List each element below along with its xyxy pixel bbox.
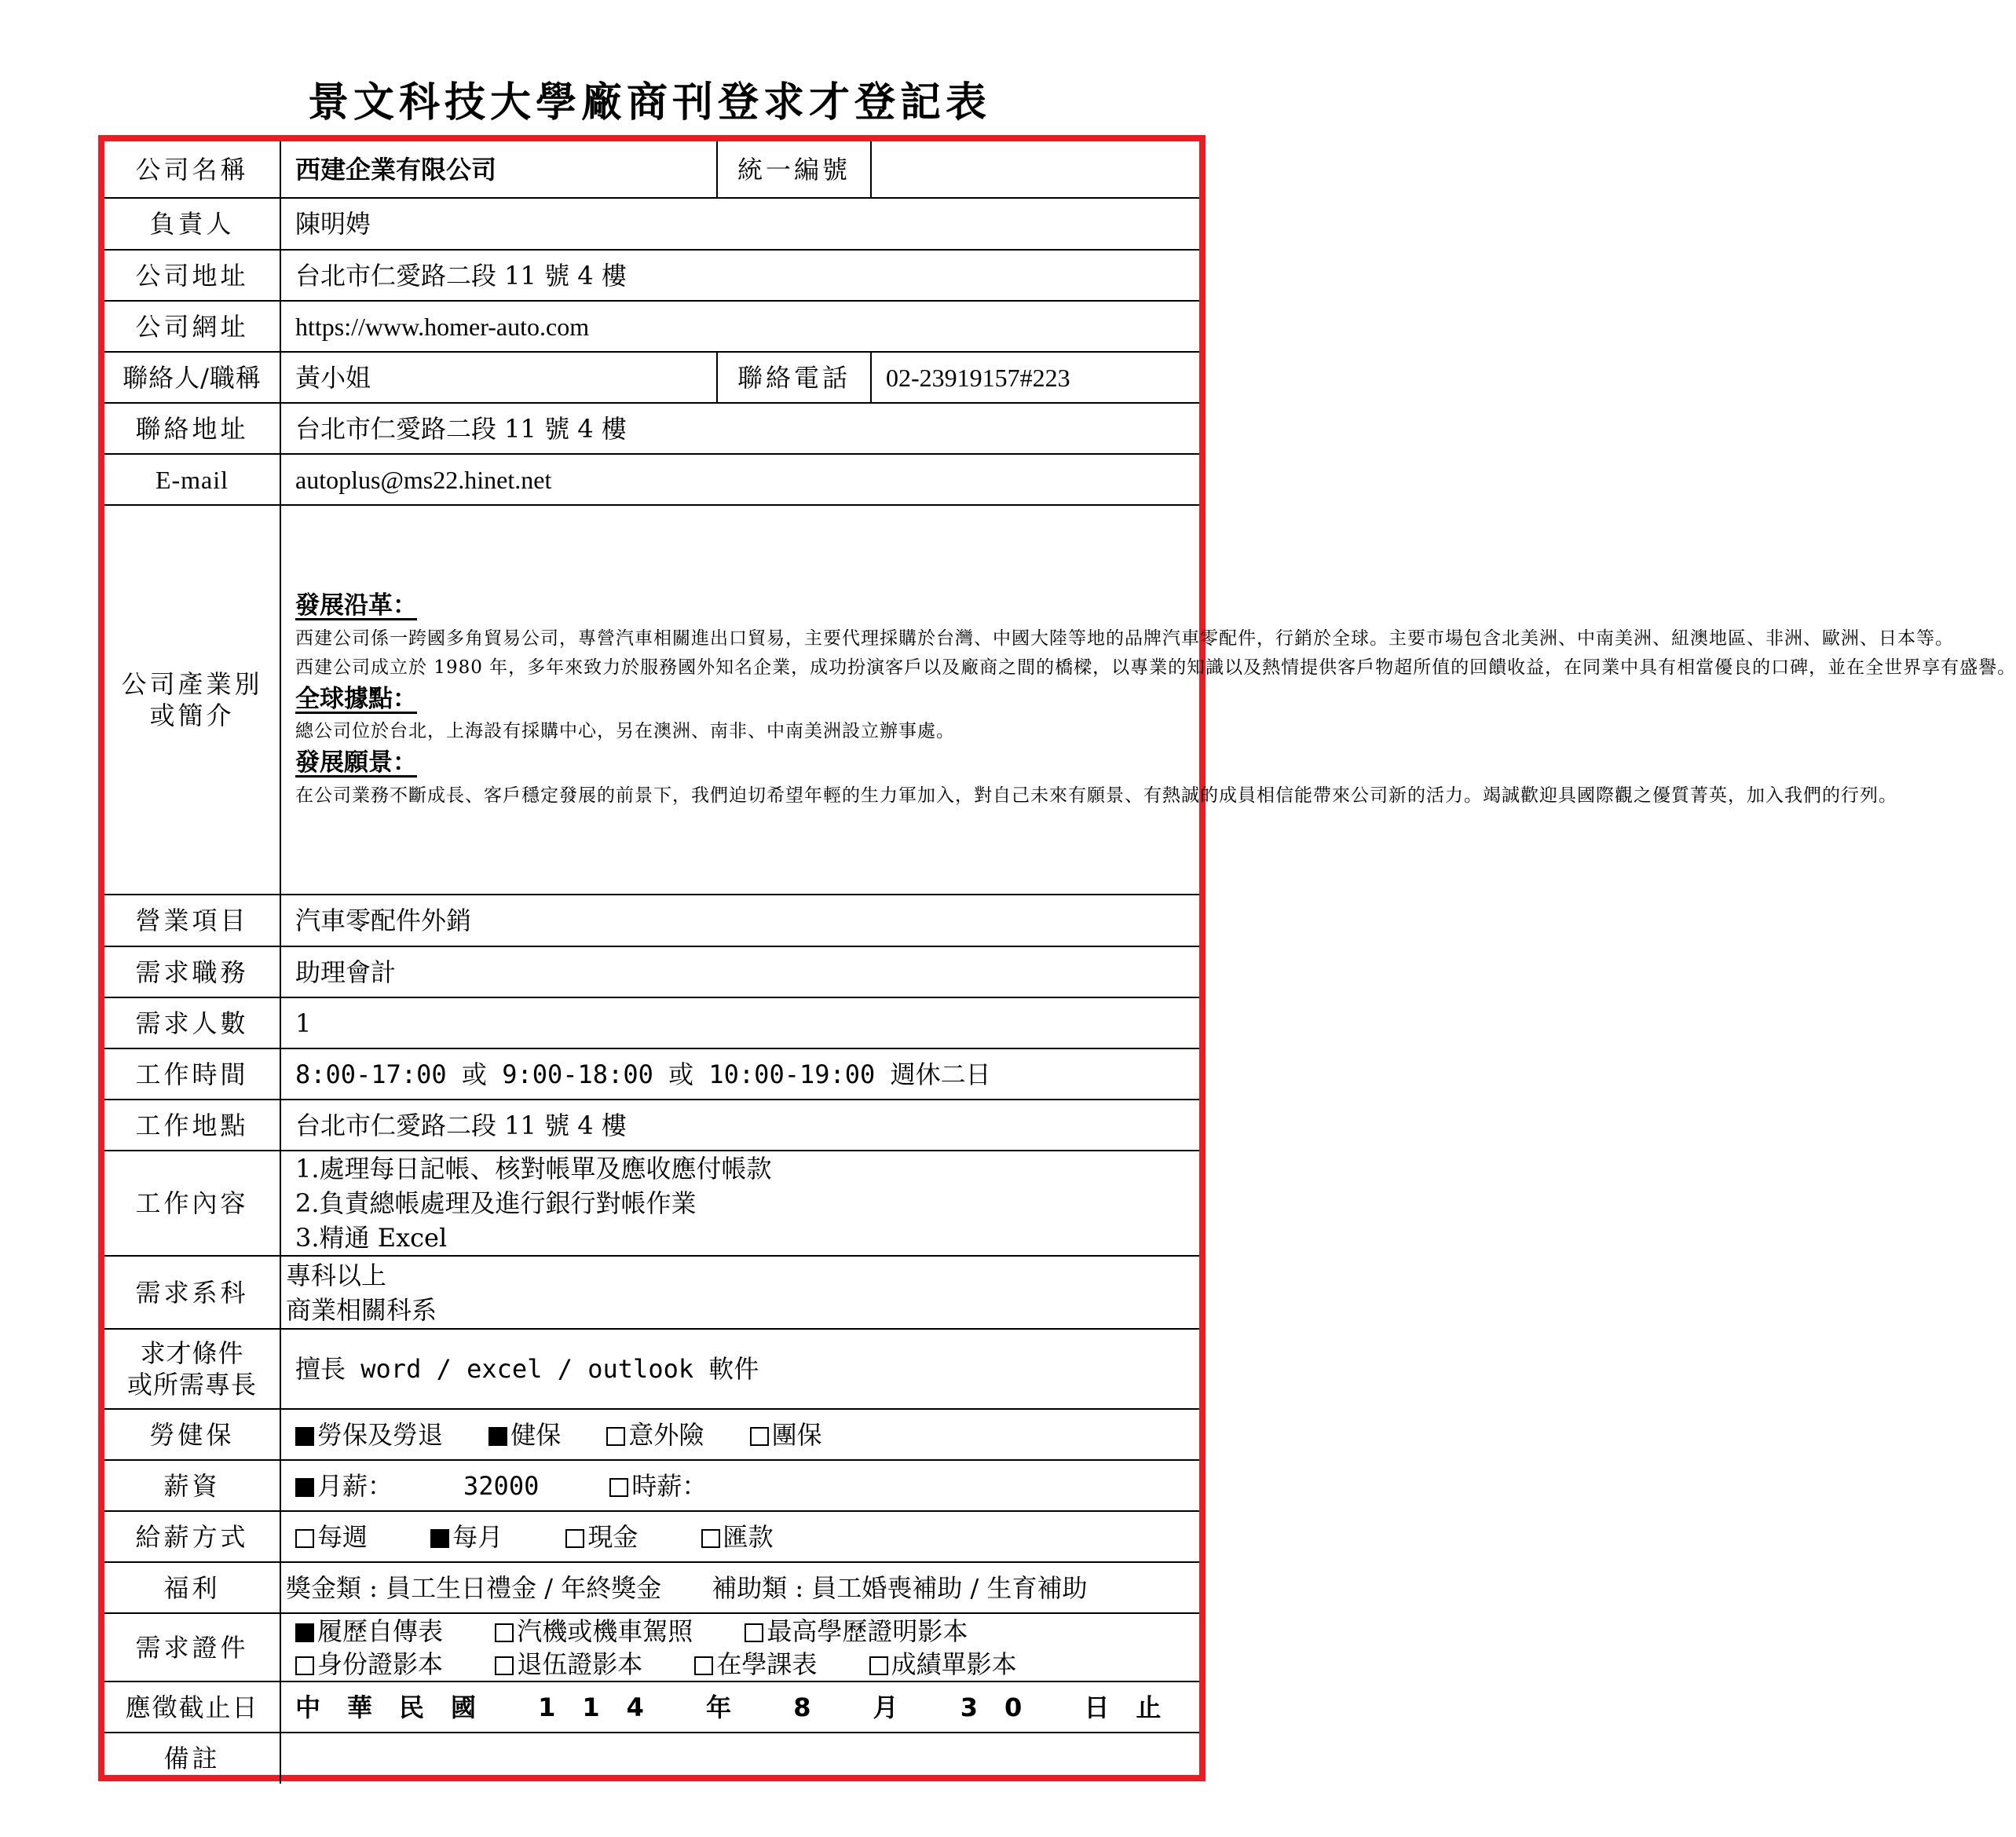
row-company-name xyxy=(104,141,1199,198)
label-insurance: 勞健保 xyxy=(104,1409,280,1460)
pay-method-option[interactable] xyxy=(430,1521,503,1553)
department-list xyxy=(280,1256,1199,1329)
contact-address-value: 台北市仁愛路二段 11 號 4 樓 xyxy=(280,403,1199,454)
row-remarks xyxy=(104,1733,1199,1784)
label-business: 營業項目 xyxy=(104,895,280,946)
row-hours xyxy=(104,1048,1199,1100)
label-tax-id: 統一編號 xyxy=(717,141,871,198)
hours-value: 8:00-17:00 或 9:00-18:00 或 10:00-19:00 週休二日 xyxy=(280,1048,1199,1100)
document-option[interactable] xyxy=(295,1648,443,1681)
option-label: 在學課表 xyxy=(716,1649,818,1679)
label-salary: 薪資 xyxy=(104,1460,280,1511)
position-value: 助理會計 xyxy=(280,946,1199,997)
label-pay-method: 給薪方式 xyxy=(104,1511,280,1562)
headcount-value: 1 xyxy=(280,997,1199,1048)
tax-id-value xyxy=(871,141,1199,198)
insurance-option[interactable] xyxy=(488,1419,561,1451)
checkbox-icon[interactable] xyxy=(694,1656,713,1675)
row-documents xyxy=(104,1613,1199,1681)
registration-table xyxy=(104,141,2016,1784)
document-options-row xyxy=(295,1615,1185,1648)
label-intro-line1: 公司產業別 xyxy=(121,669,263,699)
document-options xyxy=(280,1613,1199,1681)
row-company-intro xyxy=(104,505,1199,895)
duty-item: 2.負責總帳處理及進行銀行對帳作業 xyxy=(295,1188,697,1218)
checkbox-icon[interactable] xyxy=(606,1427,625,1446)
monthly-salary-label: 月薪： xyxy=(317,1470,393,1501)
row-salary xyxy=(104,1460,1199,1511)
salary-options xyxy=(280,1460,1199,1511)
option-label: 每月 xyxy=(452,1521,503,1552)
option-label: 團保 xyxy=(771,1419,822,1450)
label-location: 工作地點 xyxy=(104,1100,280,1151)
label-contact-address: 聯絡地址 xyxy=(104,403,280,454)
option-label: 勞保及勞退 xyxy=(317,1419,444,1450)
intro-heading-vision: 發展願景： xyxy=(295,748,417,778)
insurance-options xyxy=(280,1409,1199,1460)
requirements-value: 擅長 word / excel / outlook 軟件 xyxy=(280,1329,1199,1409)
checkbox-icon[interactable] xyxy=(565,1529,584,1548)
label-company-intro xyxy=(104,505,280,895)
label-contact-phone: 聯絡電話 xyxy=(717,352,871,403)
option-label: 退伍證影本 xyxy=(517,1649,643,1679)
label-position: 需求職務 xyxy=(104,946,280,997)
form-title: 景文科技大學廠商刊登求才登記表 xyxy=(307,79,991,126)
document-option[interactable] xyxy=(869,1648,1017,1681)
hourly-salary-label: 時薪： xyxy=(631,1470,708,1501)
checkbox-icon[interactable] xyxy=(745,1623,763,1642)
row-address xyxy=(104,250,1199,301)
benefits-value: 獎金類 : 員工生日禮金 / 年終獎金 補助類 : 員工婚喪補助 / 生育補助 xyxy=(280,1562,1199,1613)
form-frame xyxy=(98,135,2016,1781)
row-owner xyxy=(104,198,1199,250)
option-label: 意外險 xyxy=(628,1419,704,1450)
owner-value: 陳明娉 xyxy=(280,198,1199,250)
checkbox-icon[interactable] xyxy=(295,1656,314,1675)
website-value: https://www.homer-auto.com xyxy=(280,301,1199,352)
label-owner: 負責人 xyxy=(104,198,280,250)
row-deadline xyxy=(104,1681,1199,1733)
document-option[interactable] xyxy=(694,1648,817,1681)
label-address: 公司地址 xyxy=(104,250,280,301)
intro-vision-paragraph: 在公司業務不斷成長、客戶穩定發展的前景下，我們迫切希望年輕的生力軍加入，對自己未來有願景、有熱誠的成員相信能帶來公司新的活力。竭誠歡迎具國際觀之優質菁英，加入我們的行列。 xyxy=(295,785,1897,807)
intro-heading-history: 發展沿革： xyxy=(295,591,417,620)
option-label: 汽機或機車駕照 xyxy=(517,1616,693,1646)
pay-method-options xyxy=(280,1511,1199,1562)
intro-locations-paragraph: 總公司位於台北，上海設有採購中心，另在澳洲、南非、中南美洲設立辦事處。 xyxy=(295,721,955,742)
row-position xyxy=(104,946,1199,997)
checkbox-icon[interactable] xyxy=(295,1529,314,1548)
address-value: 台北市仁愛路二段 11 號 4 樓 xyxy=(280,250,1199,301)
label-contact-person: 聯絡人/職稱 xyxy=(104,352,280,403)
option-label: 健保 xyxy=(510,1419,562,1450)
document-option[interactable] xyxy=(495,1615,693,1648)
label-department: 需求系科 xyxy=(104,1256,280,1329)
row-requirements xyxy=(104,1329,1199,1409)
label-benefits: 福利 xyxy=(104,1562,280,1613)
insurance-option[interactable] xyxy=(295,1419,443,1451)
monthly-salary-amount: 32000 xyxy=(463,1470,540,1501)
option-label: 現金 xyxy=(587,1521,638,1552)
location-value: 台北市仁愛路二段 11 號 4 樓 xyxy=(280,1100,1199,1151)
checkbox-icon[interactable] xyxy=(701,1529,720,1548)
document-options-row xyxy=(295,1648,1185,1681)
label-requirements xyxy=(104,1329,280,1409)
row-contact-address xyxy=(104,403,1199,454)
document-option[interactable] xyxy=(495,1648,642,1681)
deadline-value: 中華民國 114 年 8 月 30 日止 xyxy=(280,1681,1199,1733)
row-headcount xyxy=(104,997,1199,1048)
label-email: E-mail xyxy=(104,454,280,505)
row-location xyxy=(104,1100,1199,1151)
row-department xyxy=(104,1256,1199,1329)
row-website xyxy=(104,301,1199,352)
document-option[interactable] xyxy=(745,1615,968,1648)
checkbox-icon[interactable] xyxy=(295,1478,314,1497)
label-hours: 工作時間 xyxy=(104,1048,280,1100)
label-remarks: 備註 xyxy=(104,1733,280,1784)
checkbox-icon[interactable] xyxy=(750,1427,769,1446)
duty-item: 1.處理每日記帳、核對帳單及應收應付帳款 xyxy=(295,1154,772,1184)
option-label: 每週 xyxy=(317,1521,368,1552)
checkbox-icon[interactable] xyxy=(430,1529,449,1548)
intro-heading-locations: 全球據點： xyxy=(295,684,417,713)
checkbox-icon[interactable] xyxy=(495,1656,514,1675)
checkbox-icon[interactable] xyxy=(488,1427,507,1446)
label-requirements-line1: 求才條件 xyxy=(140,1338,244,1368)
label-deadline: 應徵截止日 xyxy=(104,1681,280,1733)
duties-list xyxy=(280,1151,1199,1256)
checkbox-icon[interactable] xyxy=(295,1623,314,1642)
label-intro-line2: 或簡介 xyxy=(149,701,235,730)
checkbox-icon[interactable] xyxy=(295,1427,314,1446)
contact-phone-value: 02-23919157#223 xyxy=(871,352,1199,403)
company-intro-content xyxy=(280,505,2016,895)
checkbox-icon[interactable] xyxy=(609,1478,628,1497)
row-business xyxy=(104,895,1199,946)
contact-person-value: 黃小姐 xyxy=(280,352,717,403)
label-company-name: 公司名稱 xyxy=(104,141,280,198)
pay-method-option[interactable] xyxy=(701,1521,774,1553)
insurance-option[interactable] xyxy=(750,1419,822,1451)
remarks-value xyxy=(280,1733,1199,1784)
insurance-option[interactable] xyxy=(606,1419,704,1451)
row-contact xyxy=(104,352,1199,403)
row-pay-method xyxy=(104,1511,1199,1562)
option-label: 成績單影本 xyxy=(891,1649,1017,1679)
email-value: autoplus@ms22.hinet.net xyxy=(280,454,1199,505)
pay-method-option[interactable] xyxy=(565,1521,638,1553)
option-label: 履歷自傳表 xyxy=(317,1616,444,1646)
label-documents: 需求證件 xyxy=(104,1613,280,1681)
department-item: 商業相關科系 xyxy=(286,1294,437,1325)
row-duties xyxy=(104,1151,1199,1256)
checkbox-icon[interactable] xyxy=(495,1623,514,1642)
checkbox-icon[interactable] xyxy=(869,1656,888,1675)
document-option[interactable] xyxy=(295,1615,443,1648)
intro-history-paragraph-2: 西建公司成立於 1980 年，多年來致力於服務國外知名企業，成功扮演客戶以及廠商之間的橋樑，以專業的知識以及熱情提供客戶物超所值的回饋收益，在同業中具有相當優良的口碑，並在全世界享有盛譽。 xyxy=(295,657,2016,678)
row-benefits xyxy=(104,1562,1199,1613)
label-requirements-line2: 或所需專長 xyxy=(126,1370,257,1400)
pay-method-option[interactable] xyxy=(295,1521,368,1553)
label-headcount: 需求人數 xyxy=(104,997,280,1048)
duty-item: 3.精通 Excel xyxy=(295,1223,448,1253)
row-email xyxy=(104,454,1199,505)
intro-history-paragraph-1: 西建公司係一跨國多角貿易公司，專營汽車相關進出口貿易，主要代理採購於台灣、中國大陸等地的品牌汽車零配件，行銷於全球。主要市場包含北美洲、中南美洲、紐澳地區、非洲、歐洲、日本等。 xyxy=(295,628,1954,649)
business-value: 汽車零配件外銷 xyxy=(280,895,1199,946)
row-insurance xyxy=(104,1409,1199,1460)
option-label: 身份證影本 xyxy=(317,1649,444,1679)
option-label: 匯款 xyxy=(723,1521,774,1552)
label-duties: 工作內容 xyxy=(104,1151,280,1256)
company-name-value: 西建企業有限公司 xyxy=(280,141,717,198)
department-item: 專科以上 xyxy=(286,1260,387,1290)
label-website: 公司網址 xyxy=(104,301,280,352)
option-label: 最高學歷證明影本 xyxy=(767,1616,968,1646)
